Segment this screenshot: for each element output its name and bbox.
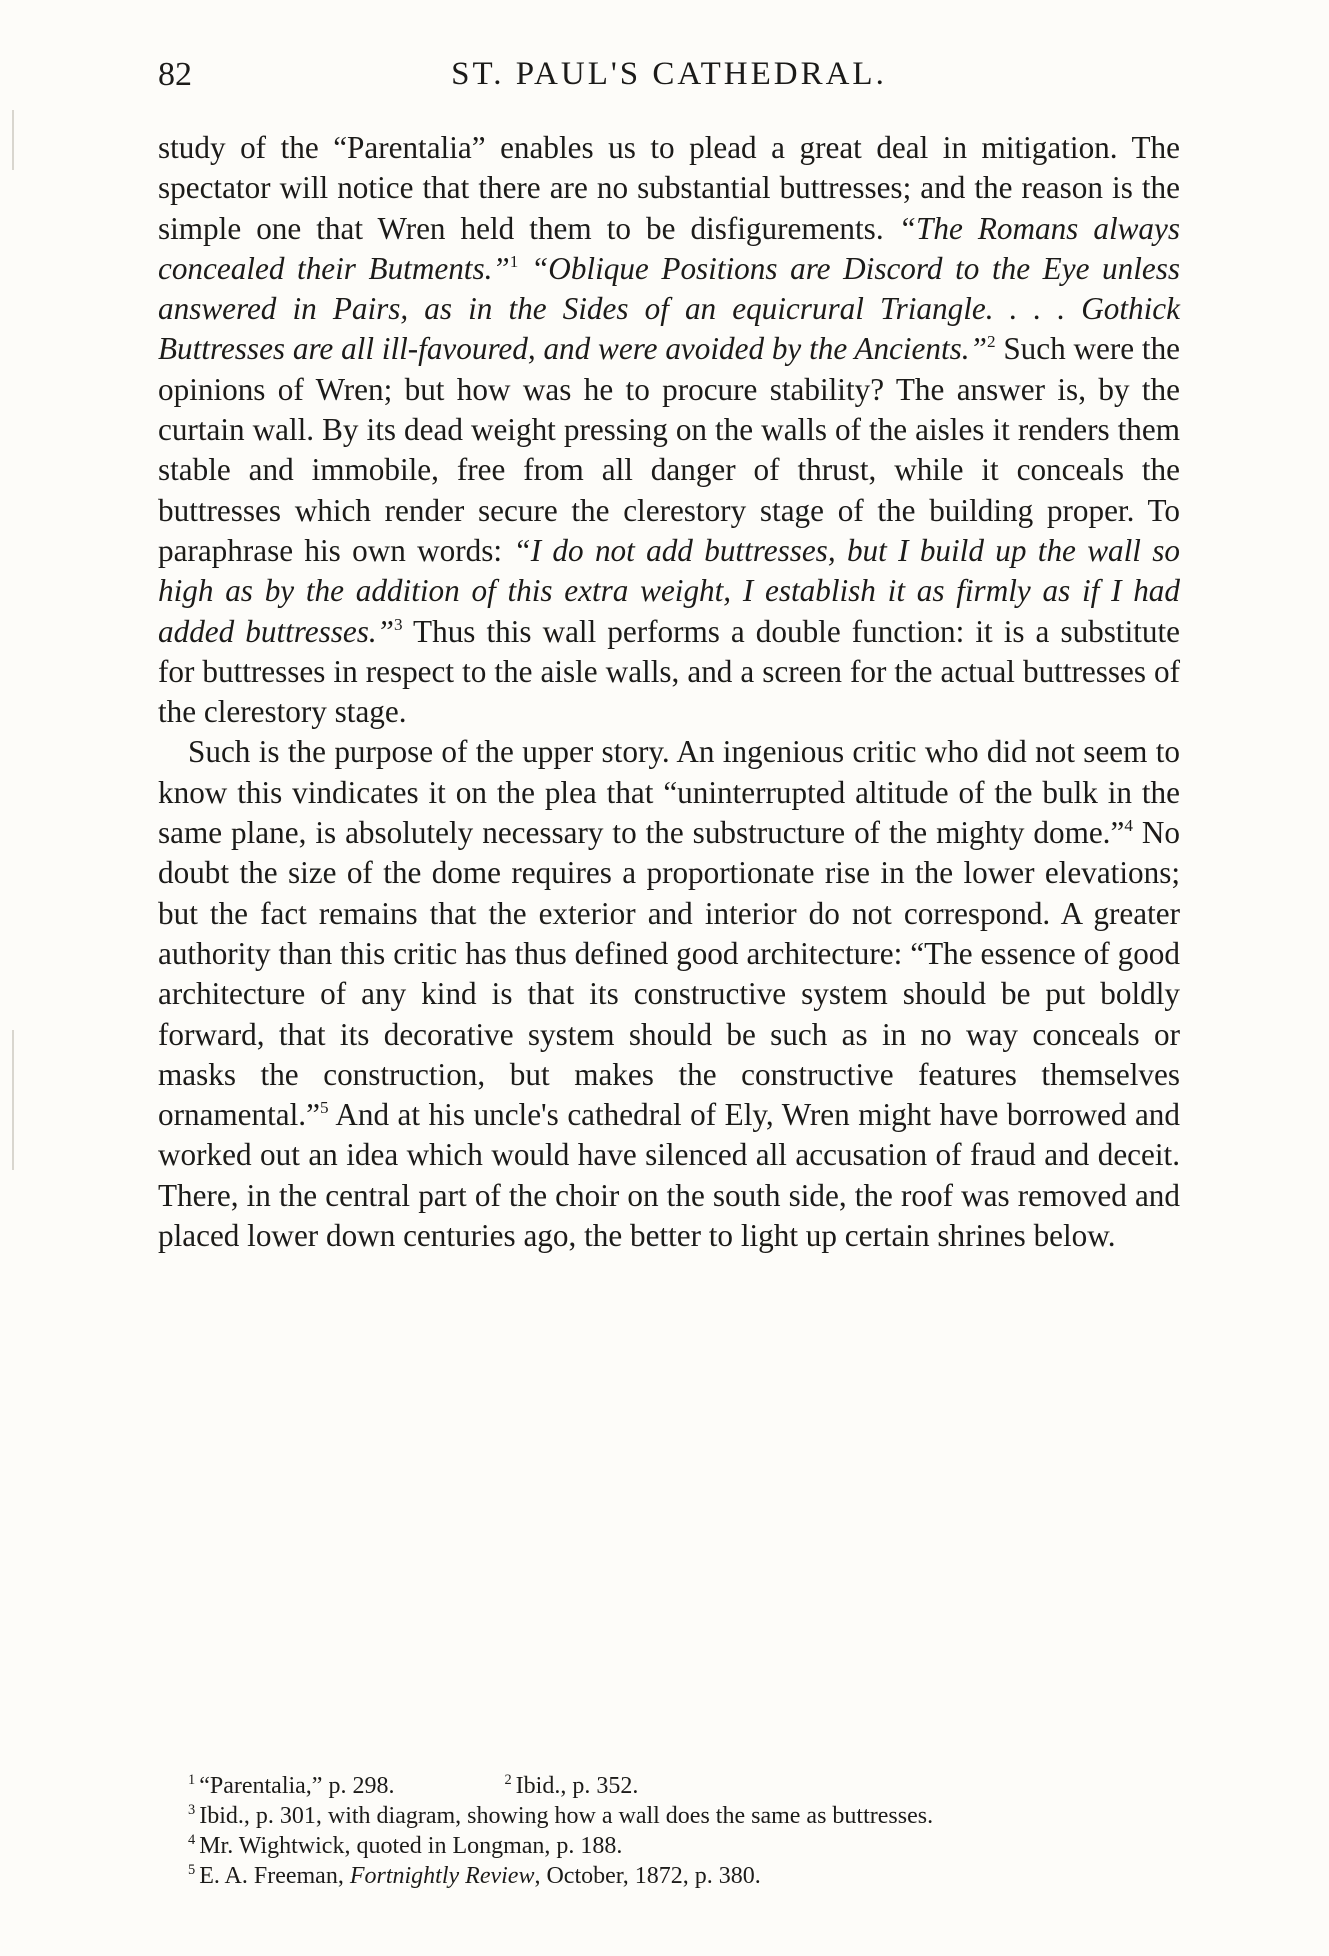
paragraph bbox=[158, 732, 1180, 1256]
footnote bbox=[158, 1831, 1180, 1861]
footnote-text: , October, 1872, p. 380. bbox=[534, 1863, 761, 1889]
text-run: Such were the opinions of Wren; but how was he to procure stability? The answer is, by the curtain wall. By its dead weight pressing on the walls of the aisles it renders them stable and immobile, free from all danger of thrust, while it conceals the buttresses which render secure the clerestory stage of the building proper. To paraphrase his own words: bbox=[158, 331, 1180, 568]
quotation: “The Romans always concealed their Butments.” bbox=[158, 210, 1180, 286]
footnote-text: E. A. Freeman, bbox=[199, 1863, 350, 1889]
footnote-ref: 5 bbox=[319, 1098, 329, 1118]
running-head: ST. PAUL'S CATHEDRAL. bbox=[451, 56, 887, 92]
footnote-ref: 2 bbox=[986, 332, 996, 352]
footnote-number: 3 bbox=[188, 1802, 196, 1819]
footnote-text: Mr. Wightwick, quoted in Longman, p. 188. bbox=[199, 1833, 623, 1859]
footnote bbox=[158, 1801, 1180, 1831]
text-run: And at his uncle's cathedral of Ely, Wren might have borrowed and worked out an idea which would have silenced all accusation of fraud and deceit. There, in the central part of the choir on the south side, the roof was removed and placed lower down centuries ago, the better to light up certain shrines below. bbox=[158, 1097, 1180, 1254]
footnote-number: 2 bbox=[504, 1772, 512, 1789]
footnote bbox=[158, 1861, 1180, 1891]
footnotes bbox=[158, 1771, 1180, 1891]
footnote bbox=[158, 1771, 1180, 1801]
page-edge-mark bbox=[12, 1030, 14, 1170]
footnote-ref: 1 bbox=[509, 251, 519, 271]
footnote-number: 4 bbox=[188, 1832, 196, 1849]
page-number: 82 bbox=[158, 56, 192, 93]
quotation: “I do not add buttresses, but I build up the wall so high as by the addition of this extra weight, I establish it as firmly as if I had added buttresses.” bbox=[158, 532, 1180, 649]
text-run: Thus this wall performs a double function: it is a substitute for buttresses in respect to the aisle walls, and a screen for the actual buttresses of the clerestory stage. bbox=[158, 613, 1180, 730]
body-text bbox=[158, 128, 1180, 1256]
footnote-number: 5 bbox=[188, 1862, 196, 1879]
footnote-ref: 4 bbox=[1124, 816, 1133, 836]
text-run: No doubt the size of the dome requires a proportionate rise in the lower elevations; but the fact remains that the exterior and interior do not correspond. A greater authority than this critic has thus defined good architecture: “The essence of good architecture of any kind is that its constructive system should be put boldly forward, that its decorative system should be such as in no way conceals or masks the construction, but makes the constructive features themselves ornamental.” bbox=[158, 815, 1180, 1133]
paragraph bbox=[158, 128, 1180, 732]
quotation: “Oblique Positions are Discord to the Eye unless answered in Pairs, as in the Sides of an equicrural Triangle. . . . Gothick Buttresses are all ill-favoured, and were avoided by the Ancients.” bbox=[158, 250, 1180, 367]
footnote-text: Ibid., p. 352. bbox=[515, 1773, 639, 1799]
text-run: study of the “Parentalia” enables us to plead a great deal in mitigation. The spectator will notice that there are no substantial buttresses; and the reason is the simple one that Wren held them to be disfigurements. bbox=[158, 130, 1180, 246]
footnote-ref: 3 bbox=[394, 614, 403, 634]
page-header bbox=[158, 56, 1180, 106]
footnote-text: Ibid., p. 301, with diagram, showing how a wall does the same as buttresses. bbox=[199, 1803, 934, 1829]
journal-title: Fortnightly Review bbox=[349, 1863, 535, 1889]
footnote-text: “Parentalia,” p. 298. bbox=[199, 1773, 395, 1799]
page-edge-mark bbox=[12, 110, 14, 170]
footnote-number: 1 bbox=[188, 1772, 196, 1789]
text-run: Such is the purpose of the upper story. An ingenious critic who did not seem to know this vindicates it on the plea that “uninterrupted altitude of the bulk in the same plane, is absolutely necessary to the substructure of the mighty dome.” bbox=[158, 734, 1180, 851]
